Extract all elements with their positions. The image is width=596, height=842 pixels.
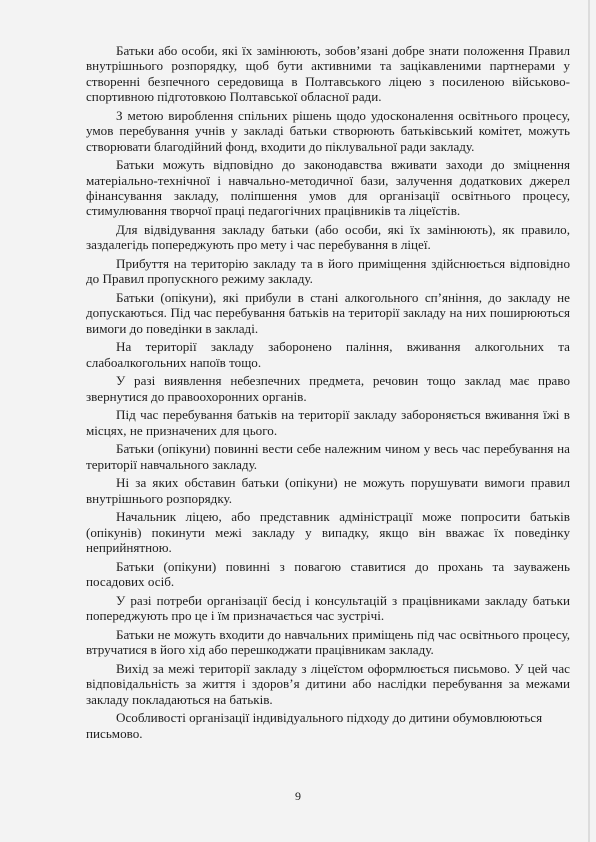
page-edge-shadow	[588, 0, 590, 842]
paragraph-14: У разі потреби організації бесід і консультацій з працівниками закладу батьки попереджують про це і їм призначається час зустрічі.	[86, 592, 570, 624]
paragraph-16: Вихід за межі території закладу з ліцеїстом оформлюється письмово. У цей час відповідальність за життя і здоров’я дитини або наслідки перебування за межами закладу покладаються на батьків.	[86, 660, 570, 707]
paragraph-11: Ні за яких обставин батьки (опікуни) не можуть порушувати вимоги правил внутрішнього розпорядку.	[86, 475, 570, 506]
paragraph-15: Батьки не можуть входити до навчальних приміщень під час освітнього процесу, втручатися в його хід або перешкоджати працівникам закладу.	[86, 626, 570, 658]
page-number: 9	[295, 789, 301, 803]
document-body	[86, 43, 570, 744]
paragraph-1: Батьки або особи, які їх замінюють, зобов’язані добре знати положення Правил внутрішнього розпорядку, щоб бути активними та зацікавленими партнерами у створенні безпечного середовища в Полтавського ліцею з посиленою військово-спортивною підготовкою Полтавської обласної ради.	[86, 43, 570, 105]
paragraph-8: У разі виявлення небезпечних предмета, речовин тощо заклад має право звернутися до правоохоронних органів.	[86, 373, 570, 404]
paragraph-6: Батьки (опікуни), які прибули в стані алкогольного сп’яніння, до закладу не допускаються. Під час перебування батьків на території закладу на них поширюються вимоги до поведінки в закладі.	[86, 290, 570, 336]
paragraph-5: Прибуття на територію закладу та в його приміщення здійснюється відповідно до Правил пропускного режиму закладу.	[86, 256, 570, 287]
paragraph-13: Батьки (опікуни) повинні з повагою ставитися до прохань та зауважень посадових осіб.	[86, 558, 570, 590]
paragraph-9: Під час перебування батьків на території закладу забороняється вживання їжі в місцях, не призначених для цього.	[86, 407, 570, 438]
paragraph-17: Особливості організації індивідуального підходу до дитини обумовлюються письмово.	[86, 710, 543, 741]
paragraph-12: Начальник ліцею, або представник адміністрації може попросити батьків (опікунів) покинути межі закладу у випадку, якщо він вважає їх поведінку неприйнятною.	[86, 509, 570, 556]
paragraph-7: На території закладу заборонено паління, вживання алкогольних та слабоалкогольних напоїв тощо.	[86, 339, 570, 370]
paragraph-10: Батьки (опікуни) повинні вести себе належним чином у весь час перебування на території навчального закладу.	[86, 441, 570, 472]
paragraph-2: З метою вироблення спільних рішень щодо удосконалення освітнього процесу, умов перебування учнів у закладі батьки створюють батьківський комітет, можуть створювати благодійний фонд, входити до піклувальної ради закладу.	[86, 107, 570, 154]
paragraph-4: Для відвідування закладу батьки (або особи, які їх замінюють), як правило, заздалегідь попереджують про мету і час перебування в ліцеї.	[86, 222, 570, 253]
paragraph-3: Батьки можуть відповідно до законодавства вживати заходи до зміцнення матеріально-технічної і навчально-методичної бази, залучення додаткових джерел фінансування закладу, поліпшення умов для організації освітнього процесу, стимулювання творчої праці педагогічних працівників та ліцеїстів.	[86, 157, 570, 219]
